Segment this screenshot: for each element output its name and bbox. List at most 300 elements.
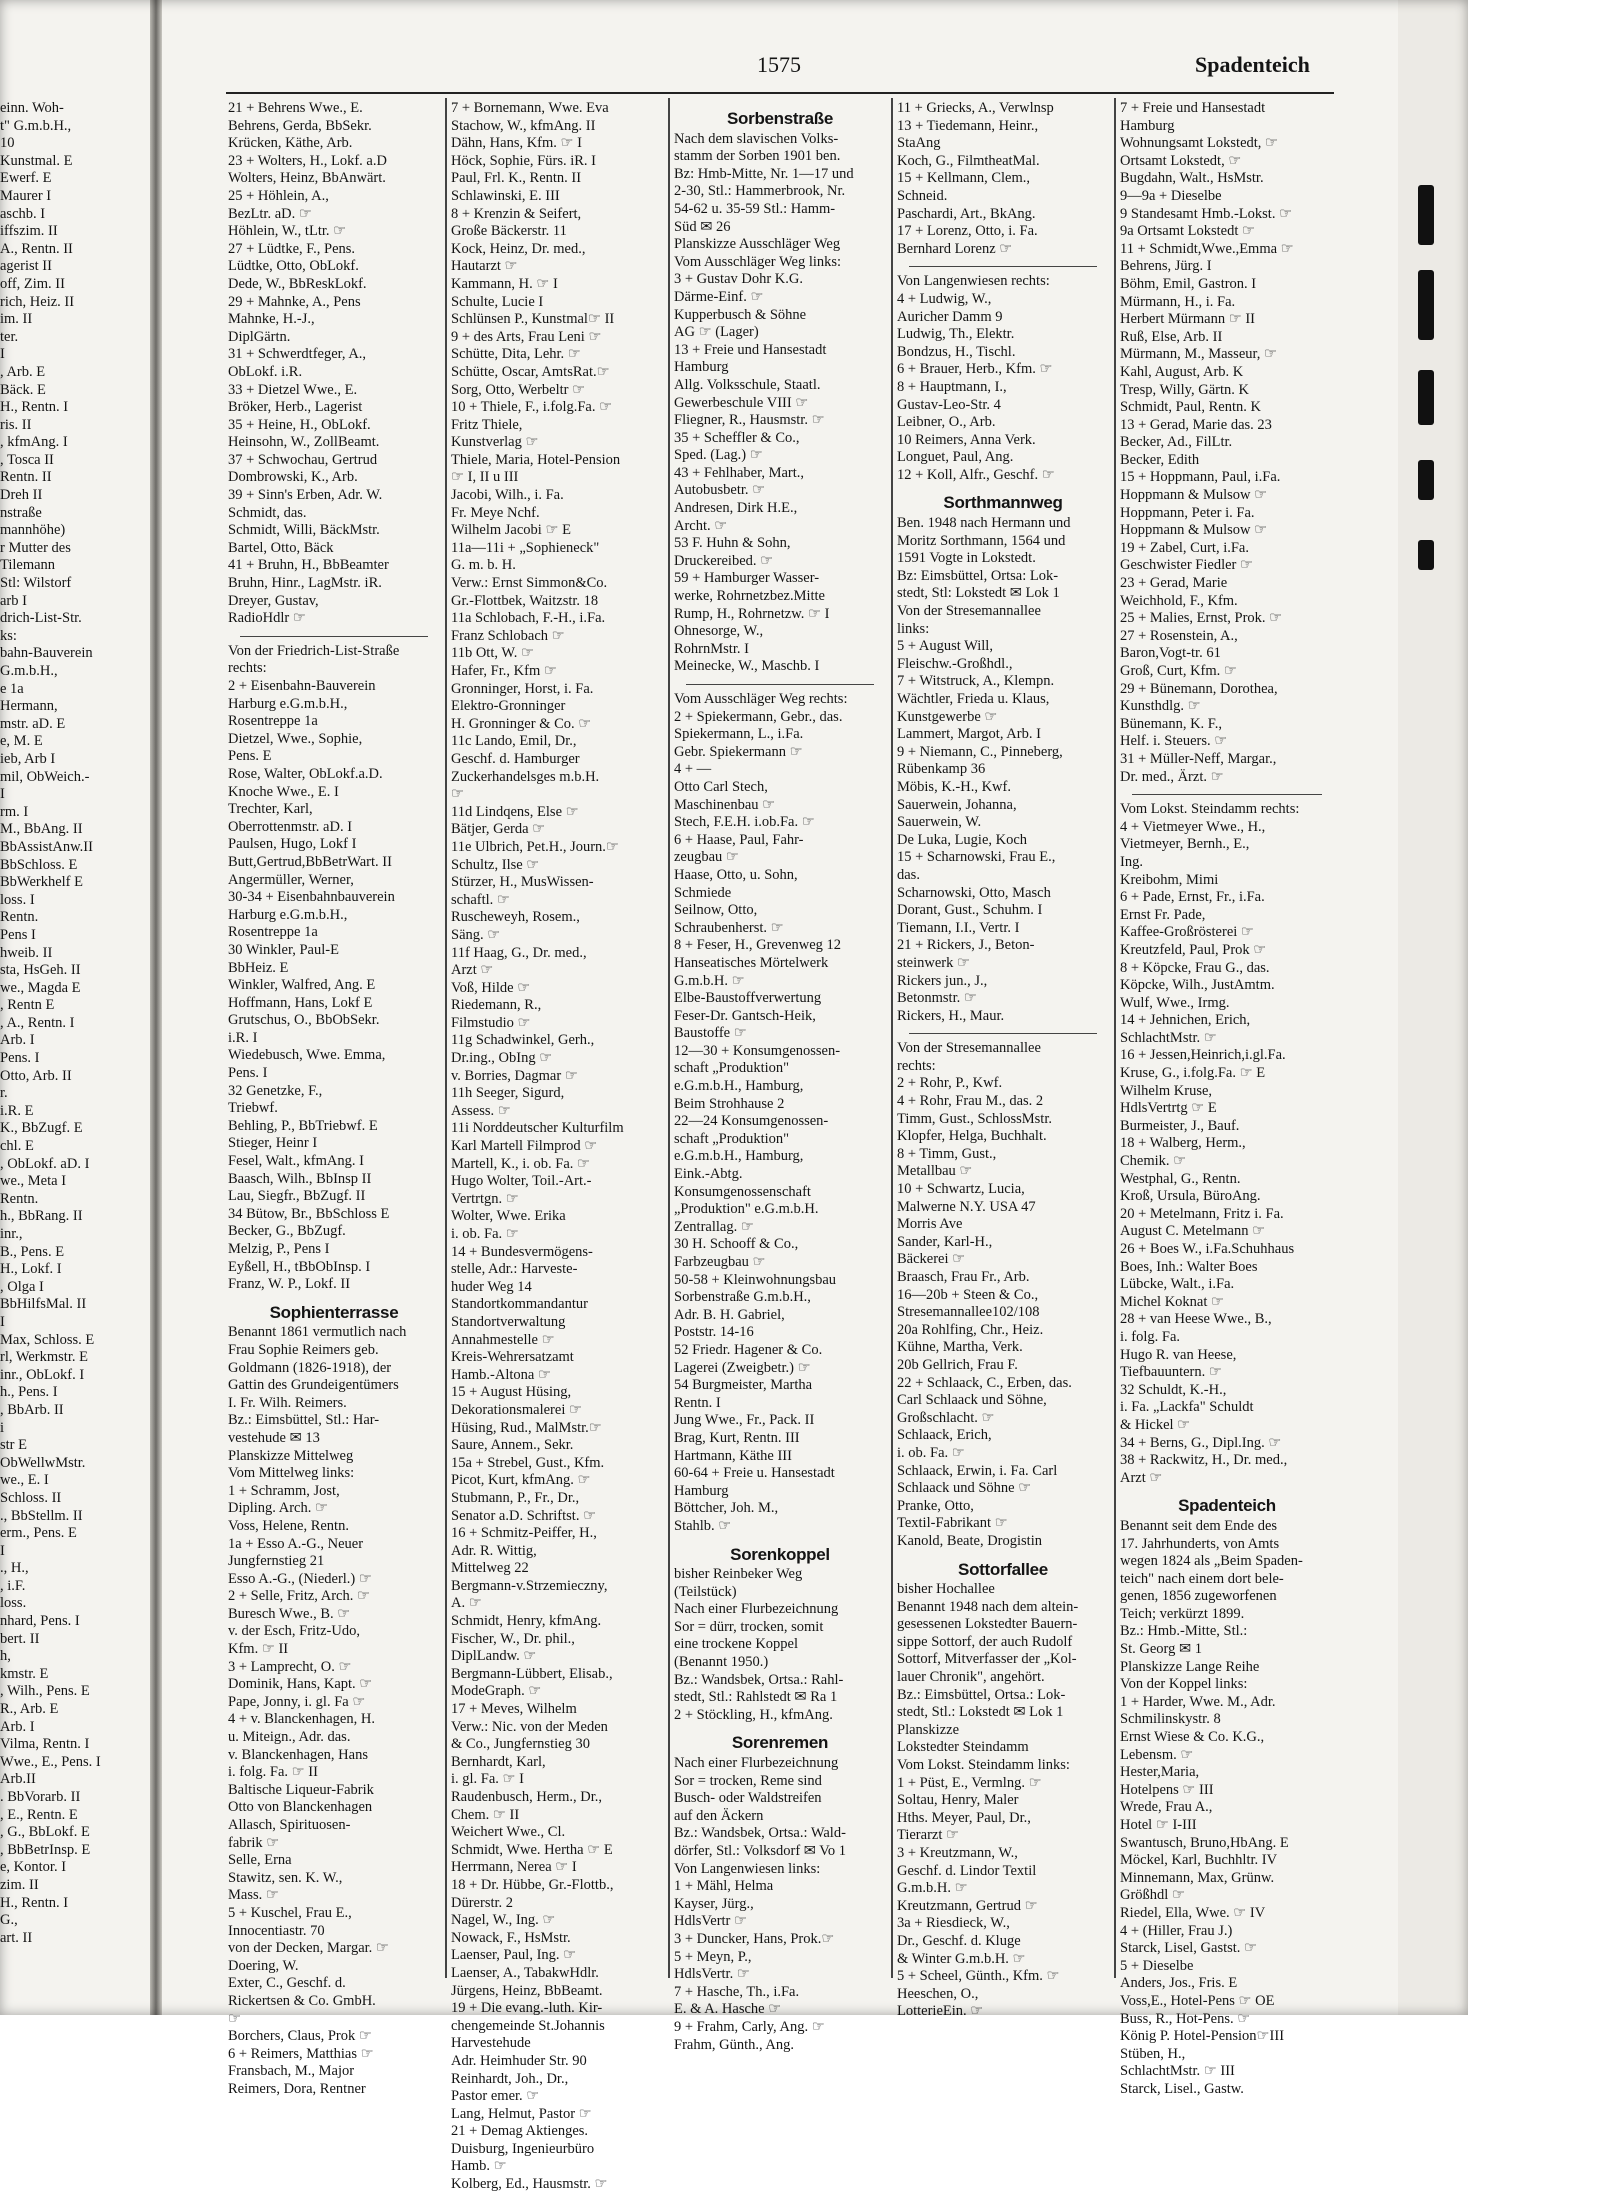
directory-entry-line: Baasch, Wilh., BbInsp II	[228, 1170, 372, 1187]
directory-entry-line: Paulsen, Hugo, Lokf I	[228, 836, 357, 853]
directory-entry-line: 10	[0, 135, 15, 152]
directory-entry-line: Köpcke, Wilh., JustAmtm.	[1120, 977, 1275, 994]
directory-entry-line: 2-30, Stl.: Hammerbrook, Nr.	[674, 183, 846, 200]
directory-entry-line: i. ob. Fa. ☞	[897, 1444, 965, 1461]
directory-entry-line: sippe Sottorf, der auch Rudolf	[897, 1633, 1073, 1650]
directory-entry-line: LotterieEin. ☞	[897, 2003, 984, 2020]
directory-entry-line: Malwerne N.Y. USA 47	[897, 1198, 1036, 1215]
directory-entry-line: ., H.,	[0, 1560, 29, 1577]
directory-entry-line: 11h Seeger, Sigurd,	[451, 1085, 565, 1102]
directory-entry-line: H., Rentn. I	[0, 1894, 69, 1911]
directory-entry-line: Kock, Heinz, Dr. med.,	[451, 240, 586, 257]
directory-entry-line: Von der Koppel links:	[1120, 1676, 1248, 1693]
directory-entry-line: Fliegner, R., Hausmstr. ☞	[674, 412, 825, 429]
directory-entry-line: 9 + des Arts, Frau Leni ☞	[451, 328, 602, 345]
directory-entry-line: Saure, Annem., Sekr.	[451, 1437, 574, 1454]
directory-entry-line: 22 + Schlaack, C., Erben, das.	[897, 1374, 1072, 1391]
directory-entry-line: werke, Rohrnetzbez.Mitte	[674, 588, 825, 605]
directory-entry-line: Gustav-Leo-Str. 4	[897, 396, 1001, 413]
directory-entry-line: Wilhelm Jacobi ☞ E	[451, 522, 571, 539]
directory-entry-line: Höck, Sophie, Fürs. iR. I	[451, 152, 596, 169]
directory-entry-line: 27 + Lüdtke, F., Pens.	[228, 240, 356, 257]
directory-entry-line: genen, 1856 zugeworfenen	[1120, 1588, 1277, 1605]
directory-entry-line: 6 + Pade, Ernst, Fr., i.Fa.	[1120, 889, 1265, 906]
street-heading: Spadenteich	[1178, 1496, 1276, 1516]
directory-entry-line: 16—20b + Steen & Co.,	[897, 1286, 1039, 1303]
directory-entry-line: Bz: Hmb-Mitte, Nr. 1—17 und	[674, 165, 854, 182]
directory-entry-line: Wulf, Wwe., Irmg.	[1120, 994, 1230, 1011]
directory-entry-line: Hamb.-Altona ☞	[451, 1366, 551, 1383]
directory-entry-line: Becker, Ad., FilLtr.	[1120, 434, 1233, 451]
directory-entry-line: . BbVorarb. II	[0, 1789, 81, 1805]
directory-entry-line: 9a Ortsamt Lokstedt ☞	[1120, 223, 1256, 240]
column-rule	[891, 98, 893, 1978]
directory-entry-line: Wächtler, Frieda u. Klaus,	[897, 691, 1050, 707]
directory-entry-line: 50-58 + Kleinwohnungsbau	[674, 1271, 837, 1288]
directory-entry-line: Mittelweg 22	[451, 1560, 529, 1577]
directory-entry-line: 29 + Bünemann, Dorothea,	[1120, 680, 1278, 697]
directory-entry-line: Große Bäckerstr. 11	[451, 223, 567, 240]
directory-entry-line: Höhlein, W., tLtr. ☞	[228, 223, 347, 240]
directory-entry-line: Elbe-Baustoffverwertung	[674, 990, 822, 1007]
directory-entry-line: Bätjer, Gerda ☞	[451, 821, 546, 838]
directory-entry-line: 11i Norddeutscher Kulturfilm	[451, 1120, 624, 1137]
directory-entry-line: Rentn. II	[0, 469, 52, 486]
directory-entry-line: Heinsohn, W., ZollBeamt.	[228, 434, 380, 451]
directory-entry-line: Dürerstr. 2	[451, 1894, 514, 1911]
directory-entry-line: Kunstgewerbe ☞	[897, 708, 998, 725]
directory-entry-line: Mürmann, M., Masseur, ☞	[1120, 346, 1278, 363]
directory-entry-line: 21 + Behrens Wwe., E.	[228, 100, 363, 116]
directory-entry-line: Dr., Geschf. d. Kluge	[897, 1932, 1021, 1949]
directory-entry-line: H., Lokf. I	[0, 1261, 62, 1278]
directory-entry-line: bisher Reinbeker Weg	[674, 1566, 803, 1583]
directory-entry-line: Von der Stresemannallee	[897, 1040, 1041, 1057]
directory-entry-line: 30-34 + Eisenbahnbauverein	[228, 889, 395, 906]
directory-entry-line: Schlawinski, E. III	[451, 187, 560, 204]
directory-entry-line: Paul, Frl. K., Rentn. II	[451, 170, 582, 187]
directory-entry-line: Kroß, Ursula, BüroAng.	[1120, 1188, 1261, 1205]
directory-entry-line: Kreibohm, Mimi	[1120, 871, 1219, 888]
directory-entry-line: StaAng	[897, 135, 941, 152]
street-heading: Sorenremen	[731, 1733, 829, 1753]
directory-entry-line: 20a Rohlfing, Chr., Heiz.	[897, 1321, 1044, 1338]
directory-entry-line: 11a Schlobach, F.-H., i.Fa.	[451, 610, 606, 627]
directory-entry-line: u. Miteign., Adr. das.	[228, 1729, 351, 1746]
directory-entry-line: Rentn.	[0, 909, 39, 926]
directory-entry-line: 59 + Hamburger Wasser-	[674, 570, 820, 587]
directory-entry-line: 19 + Die evang.-luth. Kir-	[451, 2000, 603, 2017]
margin-tab-mark	[1418, 185, 1434, 245]
directory-entry-line: Benannt seit dem Ende des	[1120, 1517, 1278, 1534]
directory-entry-line: Reinhardt, Joh., Dr.,	[451, 2070, 569, 2087]
directory-entry-line: Lammert, Margot, Arb. I	[897, 726, 1041, 743]
directory-entry-line: Vom Lokst. Steindamm links:	[897, 1757, 1070, 1774]
directory-entry-line: Adr. Heimhuder Str. 90	[451, 2052, 587, 2069]
directory-entry-line: Ohnesorge, W.,	[674, 623, 764, 640]
directory-entry-line: Karl Martell Filmprod ☞	[451, 1138, 598, 1155]
directory-entry-line: Kunstmal. E	[0, 152, 73, 169]
directory-entry-line: Elektro-Gronninger	[451, 698, 566, 715]
directory-entry-line: Sottorf, Mitverfasser der „Kol-	[897, 1651, 1077, 1668]
directory-entry-line: 39 + Sinn's Erben, Adr. W.	[228, 487, 383, 504]
directory-entry-line: 13 + Freie und Hansestadt	[674, 341, 827, 358]
directory-entry-line: Borchers, Claus, Prok ☞	[228, 2028, 372, 2045]
directory-entry-line: Stl: Wilstorf	[0, 575, 72, 592]
directory-entry-line: Böttcher, Joh. M.,	[674, 1500, 779, 1517]
directory-entry-line: rich, Heiz. II	[0, 293, 75, 310]
directory-entry-line: Weichert Wwe., Cl.	[451, 1824, 566, 1841]
directory-entry-line: i. folg. Fa. ☞ II	[228, 1764, 318, 1781]
directory-entry-line: Behrens, Gerda, BbSekr.	[228, 117, 372, 134]
directory-entry-line: e 1a	[0, 680, 24, 697]
directory-entry-line: Planskizze Mittelweg	[228, 1447, 354, 1464]
directory-entry-line: Tiemann, I.I., Vertr. I	[897, 919, 1020, 936]
directory-entry-line: Schütte, Dita, Lehr. ☞	[451, 346, 581, 363]
directory-entry-line: erm., Pens. E	[0, 1525, 77, 1542]
directory-entry-line: Dreh II	[0, 487, 43, 504]
directory-entry-line: BbAssistAnw.II	[0, 838, 93, 855]
section-separator	[240, 636, 428, 637]
directory-entry-line: Jungfernstieg 21	[228, 1553, 325, 1570]
directory-entry-line: Mahnke, H.-J.,	[228, 311, 315, 328]
directory-entry-line: Lüdtke, Otto, ObLokf.	[228, 258, 359, 275]
directory-entry-line: agerist II	[0, 258, 52, 275]
directory-entry-line: nhard, Pens. I	[0, 1613, 80, 1630]
directory-entry-line: Vietmeyer, Bernh., E.,	[1120, 836, 1250, 853]
directory-entry-line: Pranke, Otto,	[897, 1497, 974, 1514]
directory-entry-line: Dominik, Hans, Kapt. ☞	[228, 1676, 373, 1693]
directory-entry-line: Kahl, August, Arb. K	[1120, 363, 1244, 380]
directory-entry-line: Vom Mittelweg links:	[228, 1465, 355, 1482]
street-heading: Sorenkoppel	[730, 1544, 830, 1564]
directory-entry-line: Hugo R. van Heese,	[1120, 1346, 1237, 1363]
directory-entry-line: Melzig, P., Pens I	[228, 1241, 330, 1257]
directory-entry-line: Rosentreppe 1a	[228, 713, 318, 730]
directory-entry-line: vestehude ✉ 13	[228, 1429, 320, 1446]
directory-entry-line: drich-List-Str.	[0, 610, 82, 627]
directory-entry-line: Gronninger, Horst, i. Fa.	[451, 680, 594, 697]
directory-entry-line: Assess. ☞	[451, 1102, 511, 1119]
directory-entry-line: Harvestehude	[451, 2035, 531, 2052]
directory-entry-line: , Olga I	[0, 1278, 44, 1295]
directory-entry-line: bahn-Bauverein	[0, 645, 93, 662]
directory-entry-line: G.,	[0, 1912, 18, 1929]
directory-entry-line: Pens. E	[228, 748, 272, 765]
directory-entry-line: Baustoffe ☞	[674, 1025, 747, 1042]
directory-entry-line: Stieger, Heinr I	[228, 1135, 318, 1152]
directory-entry-line: Thiele, Maria, Hotel-Pension	[451, 451, 621, 468]
directory-entry-line: off, Zim. II	[0, 275, 65, 292]
directory-entry-line: Feser-Dr. Gantsch-Heik,	[674, 1007, 816, 1024]
directory-entry-line: 11 + Schmidt,Wwe.,Emma ☞	[1120, 240, 1294, 257]
directory-entry-line: 3 + Kreutzmann, W.,	[897, 1845, 1018, 1861]
directory-entry-line: I	[0, 786, 5, 803]
directory-entry-line: Vom Lokst. Steindamm rechts:	[1120, 801, 1300, 818]
directory-entry-line: Arb. I	[0, 1718, 35, 1735]
directory-entry-line: Dorant, Gust., Schuhm. I	[897, 902, 1043, 919]
directory-entry-line: Burmeister, J., Bauf.	[1120, 1117, 1240, 1134]
directory-entry-line: , Wilh., Pens. E	[0, 1683, 90, 1700]
directory-entry-line: 17. Jahrhunderts, von Amts	[1120, 1535, 1280, 1552]
directory-entry-line: Gattin des Grundeigentümers	[228, 1377, 399, 1394]
directory-entry-line: Eink.-Abtg.	[674, 1166, 743, 1183]
directory-entry-line: Dr. med., Ärzt. ☞	[1120, 768, 1224, 785]
directory-entry-line: 2 + Rohr, P., Kwf.	[897, 1075, 1003, 1092]
directory-entry-line: Triebwf.	[228, 1100, 278, 1117]
directory-entry-line: Kupperbusch & Söhne	[674, 306, 807, 323]
directory-entry-line: 1 + Schramm, Jost,	[228, 1482, 340, 1499]
directory-entry-line: Rübenkamp 36	[897, 761, 986, 778]
directory-entry-line: 41 + Bruhn, H., BbBeamter	[228, 557, 389, 574]
directory-entry-line: , BbBetrInsp. E	[0, 1841, 91, 1858]
directory-entry-line: Lagerei (Zweigbetr.) ☞	[674, 1359, 811, 1376]
directory-entry-line: 9 + Niemann, C., Pinneberg,	[897, 743, 1063, 760]
directory-entry-line: K., BbZugf. E	[0, 1120, 83, 1137]
section-separator	[686, 684, 874, 685]
directory-entry-line: Stresemannallee102/108	[897, 1304, 1040, 1321]
directory-entry-line: 16 + Schmitz-Peiffer, H.,	[451, 1525, 597, 1542]
directory-entry-line: G. m. b. H.	[451, 557, 516, 574]
directory-entry-line: Konsumgenossenschaft	[674, 1183, 811, 1200]
directory-entry-line: stedt, Stl: Lokstedt ✉ Lok 1	[897, 585, 1060, 602]
directory-entry-line: Stachow, W., kfmAng. II	[451, 117, 596, 134]
directory-entry-line: Kanold, Beate, Drogistin	[897, 1532, 1042, 1549]
directory-entry-line: Ruscheweyh, Rosem.,	[451, 909, 580, 926]
directory-entry-line: Standortverwaltung	[451, 1313, 566, 1330]
directory-entry-line: Longuet, Paul, Ang.	[897, 449, 1014, 466]
directory-entry-line: , G., BbLokf. E	[0, 1824, 90, 1841]
directory-entry-line: Druckereibed. ☞	[674, 552, 774, 569]
directory-entry-line: Doering, W.	[228, 1957, 299, 1974]
directory-entry-line: Voß, Hilde ☞	[451, 979, 531, 996]
directory-entry-line: i. Fa. „Lackfa" Schuldt	[1120, 1399, 1254, 1416]
directory-entry-line: Butt,Gertrud,BbBetrWart. II	[228, 853, 392, 870]
directory-entry-line: 10 + Thiele, F., i.folg.Fa. ☞	[451, 399, 613, 416]
directory-entry-line: Därme-Einf. ☞	[674, 288, 764, 305]
directory-entry-line: zim. II	[0, 1876, 39, 1893]
directory-entry-line: A. ☞	[451, 1595, 482, 1612]
directory-entry-line: eine trockene Koppel	[674, 1636, 799, 1653]
directory-entry-line: 5 + Meyn, P.,	[674, 1948, 752, 1965]
directory-entry-line: Bz: Eimsbüttel, Ortsa: Lok-	[897, 567, 1059, 584]
directory-entry-line: 11e Ulbrich, Pet.H., Journ.☞	[451, 838, 619, 855]
directory-entry-line: 35 + Heine, H., ObLokf.	[228, 416, 371, 433]
directory-entry-line: Klopfer, Helga, Buchhalt.	[897, 1128, 1047, 1145]
directory-entry-line: ObWellwMstr.	[0, 1454, 86, 1471]
directory-entry-line: gesessenen Lokstedter Bauern-	[897, 1616, 1078, 1633]
margin-tab-mark	[1418, 460, 1434, 500]
directory-entry-line: we., Magda E	[0, 979, 81, 996]
directory-entry-line: 21 + Rickers, J., Beton-	[897, 937, 1035, 954]
directory-entry-line: Braasch, Frau Fr., Arb.	[897, 1269, 1030, 1285]
directory-entry-line: Rump, H., Rohrnetzw. ☞ I	[674, 605, 830, 622]
directory-entry-line: 7 + Bornemann, Wwe. Eva	[451, 100, 609, 116]
directory-entry-line: 52 Friedr. Hagener & Co.	[674, 1341, 823, 1358]
directory-entry-line: Martell, K., i. ob. Fa. ☞	[451, 1155, 591, 1172]
directory-entry-line: 2 + Eisenbahn-Bauverein	[228, 678, 376, 694]
directory-entry-line: G.m.b.H.,	[0, 663, 58, 679]
directory-entry-line: 18 + Walberg, Herm.,	[1120, 1135, 1246, 1152]
directory-entry-line: Hoffmann, Hans, Lokf E	[228, 994, 373, 1011]
directory-entry-line: & Winter G.m.b.H. ☞	[897, 1950, 1026, 1967]
column-5	[1120, 100, 1334, 2097]
directory-entry-line: we., Meta I	[0, 1173, 67, 1190]
directory-entry-line: Tresp, Willy, Gärtn. K	[1120, 381, 1249, 398]
directory-entry-line: Esso A.-G., (Niederl.) ☞	[228, 1570, 372, 1587]
directory-entry-line: August C. Metelmann ☞	[1120, 1223, 1266, 1240]
directory-entry-line: aschb. I	[0, 205, 46, 222]
directory-entry-line: Benannt 1861 vermutlich nach	[228, 1324, 407, 1341]
directory-entry-line: Frahm, Günth., Ang.	[674, 2036, 795, 2053]
directory-entry-line: BbSchloss. E	[0, 856, 78, 873]
directory-entry-line: Geschf. d. Hamburger	[451, 750, 580, 767]
directory-entry-line: stedt, Stl.: Rahlstedt ✉ Ra 1	[674, 1689, 838, 1706]
directory-entry-line: v. der Esch, Fritz-Udo,	[228, 1623, 360, 1640]
directory-entry-line: 2 + Selle, Fritz, Arch. ☞	[228, 1588, 370, 1605]
directory-entry-line: dörfer, Stl.: Volksdorf ✉ Vo 1	[674, 1843, 847, 1859]
directory-entry-line: BezLtr. aD. ☞	[228, 205, 312, 222]
directory-entry-line: Hoppmann & Mulsow ☞	[1120, 487, 1268, 504]
directory-entry-line: einn. Woh-	[0, 100, 64, 116]
directory-entry-line: 4 + Ludwig, W.,	[897, 290, 992, 307]
directory-entry-line: rl, Werkmstr. E	[0, 1349, 88, 1366]
directory-entry-line: Bartel, Otto, Bäck	[228, 539, 334, 556]
directory-entry-line: 13 + Tiedemann, Heinr.,	[897, 117, 1039, 134]
directory-entry-line: loss. I	[0, 891, 35, 908]
directory-entry-line: Dede, W., BbReskLokf.	[228, 275, 367, 292]
directory-entry-line: , Tosca II	[0, 451, 54, 468]
directory-entry-line: iffszim. II	[0, 223, 58, 240]
directory-entry-line: Franz Schlobach ☞	[451, 627, 565, 644]
directory-entry-line: 8 + Hauptmann, I.,	[897, 378, 1007, 395]
directory-entry-line: von der Decken, Margar. ☞	[228, 1940, 389, 1957]
directory-entry-line: Kunstverlag ☞	[451, 434, 539, 451]
directory-entry-line: Tierarzt ☞	[897, 1827, 959, 1844]
directory-entry-line: Dekorationsmalerei ☞	[451, 1401, 582, 1418]
directory-entry-line: Baltische Liqueur-Fabrik	[228, 1781, 374, 1798]
directory-entry-line: Mass. ☞	[228, 1887, 279, 1904]
directory-entry-line: Kayser, Jürg.,	[674, 1895, 754, 1912]
directory-entry-line: Meinecke, W., Maschb. I	[674, 658, 820, 675]
directory-entry-line: Schloss. II	[0, 1489, 62, 1506]
directory-entry-line: Bäckerei ☞	[897, 1251, 966, 1268]
directory-entry-line: ks:	[0, 627, 17, 644]
directory-entry-line: Schraubenherst. ☞	[674, 919, 784, 936]
directory-entry-line: 54-62 u. 35-59 Stl.: Hamm-	[674, 200, 836, 217]
directory-entry-line: Nach einer Flurbezeichnung	[674, 1601, 839, 1618]
directory-entry-line: 4 + v. Blanckenhagen, H.	[228, 1711, 375, 1728]
page-number: 1575	[757, 52, 801, 77]
directory-entry-line: Metallbau ☞	[897, 1163, 973, 1180]
directory-entry-line: Stürzer, H., MusWissen-	[451, 874, 594, 891]
street-heading: Sottorfallee	[958, 1559, 1048, 1579]
directory-entry-line: Schultz, Ilse ☞	[451, 856, 540, 873]
directory-entry-line: Farbzeugbau ☞	[674, 1254, 766, 1270]
directory-entry-line: , E., Rentn. E	[0, 1806, 78, 1823]
directory-entry-line: I. Fr. Wilh. Reimers.	[228, 1394, 347, 1411]
directory-entry-line: 8 + Krenzin & Seifert,	[451, 205, 582, 222]
directory-entry-line: Dietzel, Wwe., Sophie,	[228, 730, 363, 747]
directory-entry-line: inr., ObLokf. I	[0, 1366, 85, 1383]
directory-entry-line: stamm der Sorben 1901 ben.	[674, 148, 841, 165]
directory-entry-line: 15 + Hoppmann, Paul, i.Fa.	[1120, 469, 1281, 486]
directory-entry-line: Bröker, Herb., Lagerist	[228, 399, 363, 416]
directory-entry-line: (Benannt 1950.)	[674, 1654, 769, 1671]
directory-entry-line: Säng. ☞	[451, 926, 501, 943]
directory-entry-line: , ObLokf. aD. I	[0, 1155, 90, 1172]
directory-entry-line: 1a + Esso A.-G., Neuer	[228, 1535, 364, 1552]
book-gutter	[150, 0, 162, 2015]
directory-entry-line: Wilhelm Kruse,	[1120, 1082, 1213, 1099]
directory-entry-line: Kreis-Wehrersatzamt	[451, 1349, 574, 1366]
directory-entry-line: v. Blanckenhagen, Hans	[228, 1746, 368, 1763]
directory-entry-line: Winkler, Walfred, Ang. E	[228, 977, 376, 994]
directory-entry-line: Stubmann, P., Fr., Dr.,	[451, 1489, 580, 1506]
directory-entry-line: Hartmann, Käthe III	[674, 1447, 792, 1464]
directory-entry-line: Otto von Blanckenhagen	[228, 1799, 373, 1816]
directory-entry-line: Schlaack, Erwin, i. Fa. Carl	[897, 1462, 1058, 1479]
directory-entry-line: Hamburg	[1120, 117, 1175, 134]
directory-entry-line: Sped. (Lag.) ☞	[674, 447, 763, 464]
directory-entry-line: bert. II	[0, 1630, 40, 1647]
margin-tab-mark	[1418, 540, 1434, 570]
directory-entry-line: wegen 1824 als „Beim Spaden-	[1120, 1553, 1303, 1570]
directory-entry-line: Ernst Fr. Pade,	[1120, 906, 1206, 923]
directory-entry-line: Krücken, Käthe, Arb.	[228, 135, 353, 152]
directory-entry-line: chengemeinde St.Johannis	[451, 2017, 605, 2034]
directory-entry-line: Bergmann-Lübbert, Elisab.,	[451, 1665, 613, 1682]
directory-entry-line: Geschwister Fiedler ☞	[1120, 557, 1253, 574]
directory-entry-line: ter.	[0, 328, 19, 345]
directory-entry-line: , i.F.	[0, 1577, 26, 1594]
directory-entry-line: Fleischw.-Großhdl.,	[897, 655, 1013, 672]
directory-entry-line: Arzt ☞	[1120, 1469, 1163, 1486]
directory-entry-line: 15a + Strebel, Gust., Kfm.	[451, 1454, 605, 1471]
directory-entry-line: 15 + Scharnowski, Frau E.,	[897, 849, 1056, 866]
directory-entry-line: hweib. II	[0, 944, 53, 961]
directory-entry-line: sta, HsGeh. II	[0, 962, 81, 979]
directory-entry-line: Swantusch, Bruno,HbAng. E	[1120, 1834, 1289, 1851]
directory-entry-line: 43 + Fehlhaber, Mart.,	[674, 464, 805, 481]
directory-entry-line: ☞ I, II u III	[451, 469, 519, 486]
directory-entry-line: Chemik. ☞	[1120, 1153, 1187, 1170]
directory-entry-line: i. ob. Fa. ☞	[451, 1226, 519, 1242]
directory-entry-line: v. Borries, Dagmar ☞	[451, 1067, 578, 1084]
column-left-cropped	[0, 100, 142, 2000]
directory-entry-line: Rentn. I	[674, 1394, 721, 1411]
directory-entry-line: 6 + Brauer, Herb., Kfm. ☞	[897, 361, 1053, 378]
directory-entry-line: Arb.II	[0, 1771, 36, 1788]
directory-entry-line: Otto, Arb. II	[0, 1067, 72, 1084]
directory-entry-line: 23 + Wolters, H., Lokf. a.D	[228, 152, 387, 169]
directory-entry-line: Senator a.D. Schriftst. ☞	[451, 1507, 597, 1524]
directory-entry-line: Franz, W. P., Lokf. II	[228, 1276, 351, 1293]
directory-entry-line: Poststr. 14-16	[674, 1324, 754, 1341]
directory-entry-line: Rose, Walter, ObLokf.a.D.	[228, 765, 383, 782]
directory-entry-line: Maschinenbau ☞	[674, 796, 776, 813]
directory-entry-line: mil, ObWeich.-	[0, 768, 90, 785]
directory-entry-line: 6 + Reimers, Matthias ☞	[228, 2045, 374, 2062]
directory-entry-line: Kolberg, Ed., Hausmstr. ☞	[451, 2176, 608, 2193]
directory-entry-line: Buresch Wwe., B. ☞	[228, 1605, 351, 1622]
directory-entry-line: Buss, R., Hot-Pens. ☞	[1120, 2010, 1251, 2027]
directory-entry-line: lauer Chronik", angehört.	[897, 1669, 1045, 1686]
directory-entry-line: 8 + Timm, Gust.,	[897, 1145, 997, 1162]
directory-entry-line: Fransbach, M., Major	[228, 2063, 355, 2080]
directory-entry-line: r Mutter des	[0, 539, 71, 556]
directory-entry-line: e, Kontor. I	[0, 1859, 67, 1876]
